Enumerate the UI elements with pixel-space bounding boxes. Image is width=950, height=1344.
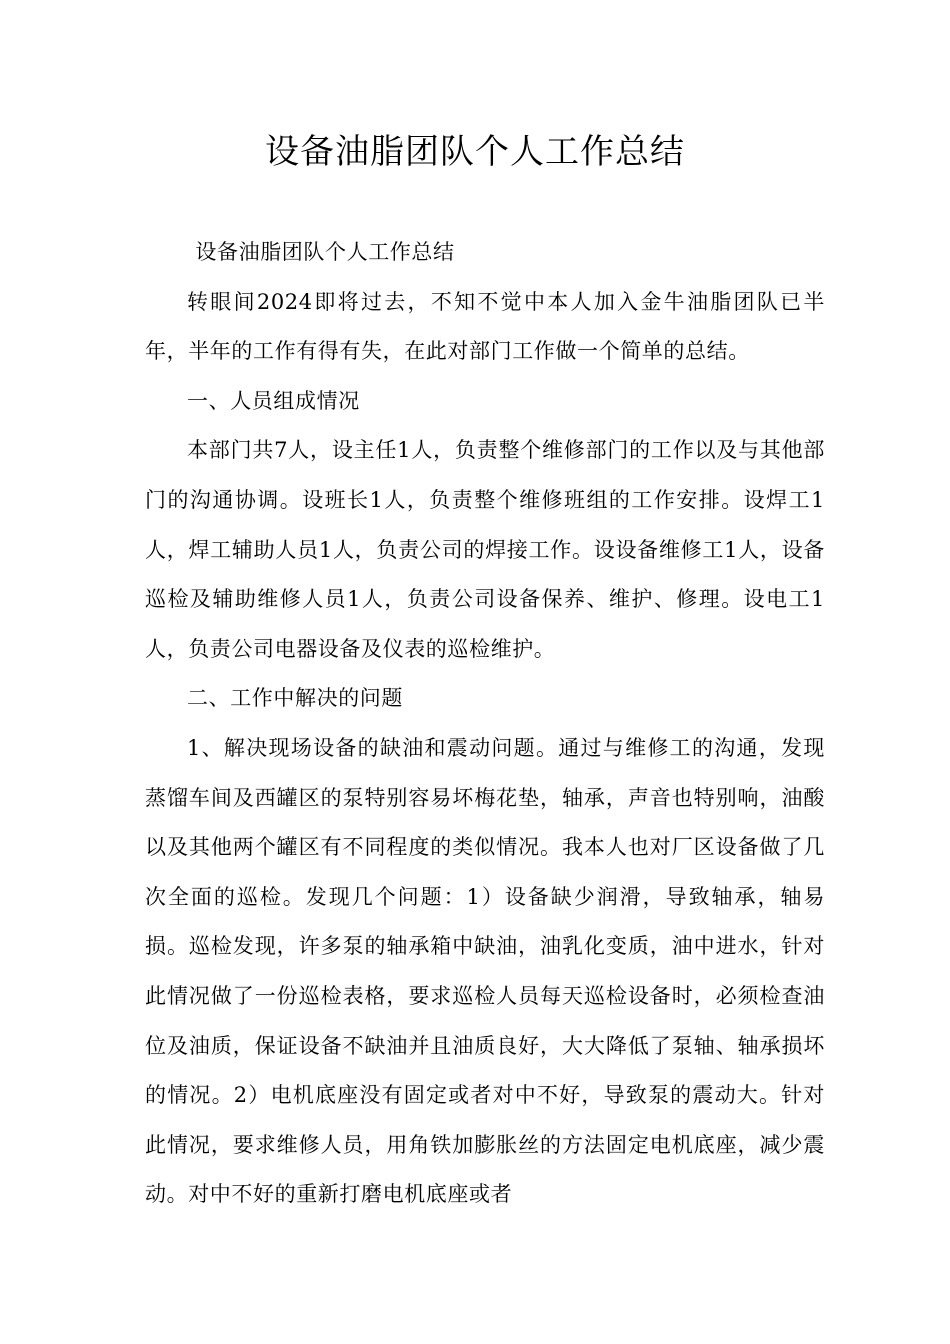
staff-paragraph: 本部门共7人，设主任1人，负责整个维修部门的工作以及与其他部门的沟通协调。设班长1人，负责整个维修班组的工作安排。设焊工1人，焊工辅助人员1人，负责公司的焊接工作。设设备维修工1人，设备巡检及辅助维修人员1人，负责公司设备保养、维护、修理。设电工1人，负责公司电器设备及仪表的巡检维护。: [145, 438, 825, 661]
intro-paragraph: 转眼间2024即将过去，不知不觉中本人加入金牛油脂团队已半年，半年的工作有得有失，在此对部门工作做一个简单的总结。: [145, 289, 825, 364]
section-heading-problems: 二、工作中解决的问题: [187, 686, 403, 711]
document-body: [145, 228, 825, 1220]
document-title: 设备油脂团队个人工作总结: [265, 132, 685, 172]
section-heading-staff: 一、人员组成情况: [187, 388, 360, 413]
problems-paragraph: 1、解决现场设备的缺油和震动问题。通过与维修工的沟通，发现蒸馏车间及西罐区的泵特别容易坏梅花垫，轴承，声音也特别响，油酸以及其他两个罐区有不同程度的类似情况。我本人也对厂区设备做了几次全面的巡检。发现几个问题：1）设备缺少润滑，导致轴承，轴易损。巡检发现，许多泵的轴承箱中缺油，油乳化变质，油中进水，针对此情况做了一份巡检表格，要求巡检人员每天巡检设备时，必须检查油位及油质，保证设备不缺油并且油质良好，大大降低了泵轴、轴承损坏的情况。2）电机底座没有固定或者对中不好，导致泵的震动大。针对此情况，要求维修人员，用角铁加膨胀丝的方法固定电机底座，减少震动。对中不好的重新打磨电机底座或者: [145, 735, 825, 1207]
document-subtitle: 设备油脂团队个人工作总结: [195, 240, 455, 264]
